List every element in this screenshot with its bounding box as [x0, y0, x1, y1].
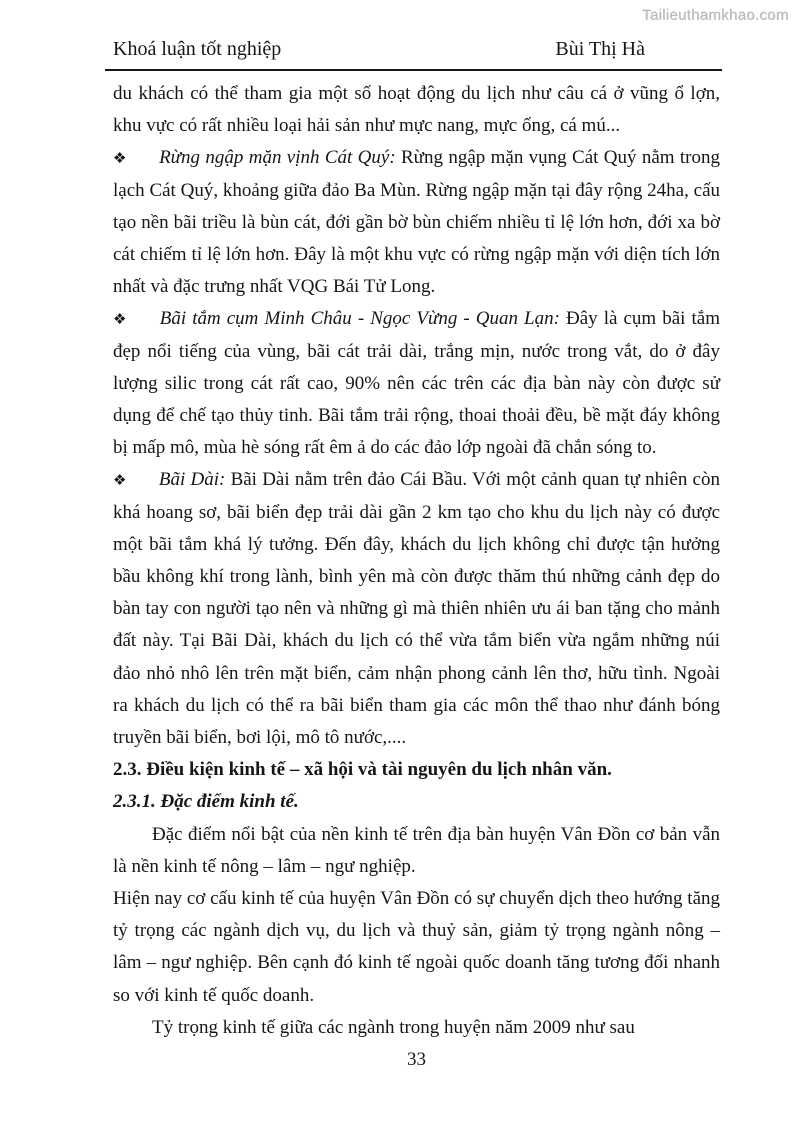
site-watermark: Tailieuthamkhao.com	[642, 7, 789, 24]
page-number: 33	[407, 1049, 426, 1071]
bullet-lead-text: Bãi tắm cụm Minh Châu - Ngọc Vừng - Quan Lạn:	[159, 308, 560, 330]
bullet-lead-text: Rừng ngập mặn vịnh Cát Quý:	[159, 147, 396, 169]
header-author-name: Bùi Thị Hà	[555, 38, 645, 60]
bullet-body-text: Đây là cụm bãi tắm đẹp nổi tiếng của vùng, bãi cát trải dài, trắng mịn, nước trong vắt, do ở đây lượng silic trong cát rất cao, 90% nên các trên các địa bàn này còn được sử dụng để chế tạo thủy tinh. Bãi tắm trải rộng, thoai thoải đều, bề mặt đáy không bị mấp mô, mùa hè sóng rất êm ả do các đảo lớp ngoài đã chắn sóng to.	[113, 308, 720, 459]
bullet-paragraph-bai-dai	[113, 464, 720, 754]
bullet-body-text: Rừng ngập mặn vụng Cát Quý nằm trong lạch Cát Quý, khoảng giữa đảo Ba Mùn. Rừng ngập mặn tại đây rộng 24ha, cấu tạo nền bãi triều là bùn cát, đới gần bờ bùn chiếm nhiều tỉ lệ lớn hơn, đới xa bờ cát chiếm tỉ lệ lớn hơn. Đây là một khu vực có rừng ngập mặn với diện tích lớn nhất và đặc trưng nhất VQG Bái Tử Long.	[113, 147, 720, 298]
section-heading-2-3-1: 2.3.1. Đặc điểm kinh tế.	[113, 791, 299, 813]
bullet-body-text: Bãi Dài nằm trên đảo Cái Bầu. Với một cảnh quan tự nhiên còn khá hoang sơ, bãi biển đẹp trải dài gần 2 km tạo cho khu du lịch này có được một bãi tắm khá lý tưởng. Đến đây, khách du lịch không chỉ được tận hưởng bầu không khí trong lành, bình yên mà còn được thăm thú những cảnh đẹp do bàn tay con người tạo nên và những gì mà thiên nhiên ưu ái ban tặng cho mảnh đất này. Tại Bãi Dài, khách du lịch có thể vừa tắm biển vừa ngắm những núi đảo nhỏ nhô lên trên mặt biển, cảm nhận phong cảnh lên thơ, hữu tình. Ngoài ra khách du lịch có thể ra bãi biển tham gia các môn thể thao như đánh bóng truyền bãi biển, bơi lội, mô tô nước,....	[113, 469, 720, 749]
bullet-lead-text: Bãi Dài:	[158, 469, 226, 491]
paragraph-economy-shift: Hiện nay cơ cấu kinh tế của huyện Vân Đồn có sự chuyển dịch theo hướng tăng tỷ trọng các ngành dịch vụ, du lịch và thuỷ sản, giảm tỷ trọng ngành nông – lâm – ngư nghiệp. Bên cạnh đó kinh tế ngoài quốc doanh tăng tương đối nhanh so với kinh tế quốc doanh.	[113, 888, 721, 1006]
section-heading-2-3: 2.3. Điều kiện kinh tế – xã hội và tài nguyên du lịch nhân văn.	[113, 759, 612, 781]
bullet-paragraph-beach-cluster	[113, 303, 720, 464]
header-divider-line	[105, 69, 722, 71]
paragraph-gdp-lead-in: Tỷ trọng kinh tế giữa các ngành trong huyện năm 2009 như sau	[152, 1016, 635, 1038]
document-body	[113, 78, 720, 1076]
diamond-bullet-icon: ❖	[113, 149, 128, 168]
diamond-bullet-icon: ❖	[113, 310, 128, 329]
paragraph-intro: du khách có thể tham gia một số hoạt động du lịch như câu cá ở vũng ổ lợn, khu vực có rất nhiều loại hải sản như mực nang, mực ống, cá mú...	[113, 83, 720, 137]
page-header	[113, 36, 720, 62]
paragraph-economy-overview: Đặc điểm nổi bật của nền kinh tế trên địa bàn huyện Vân Đồn cơ bản vẫn là nền kinh tế nông – lâm – ngư nghiệp.	[113, 823, 720, 877]
bullet-paragraph-mangrove	[113, 142, 720, 303]
header-thesis-title: Khoá luận tốt nghiệp	[113, 38, 282, 60]
diamond-bullet-icon: ❖	[113, 471, 127, 490]
